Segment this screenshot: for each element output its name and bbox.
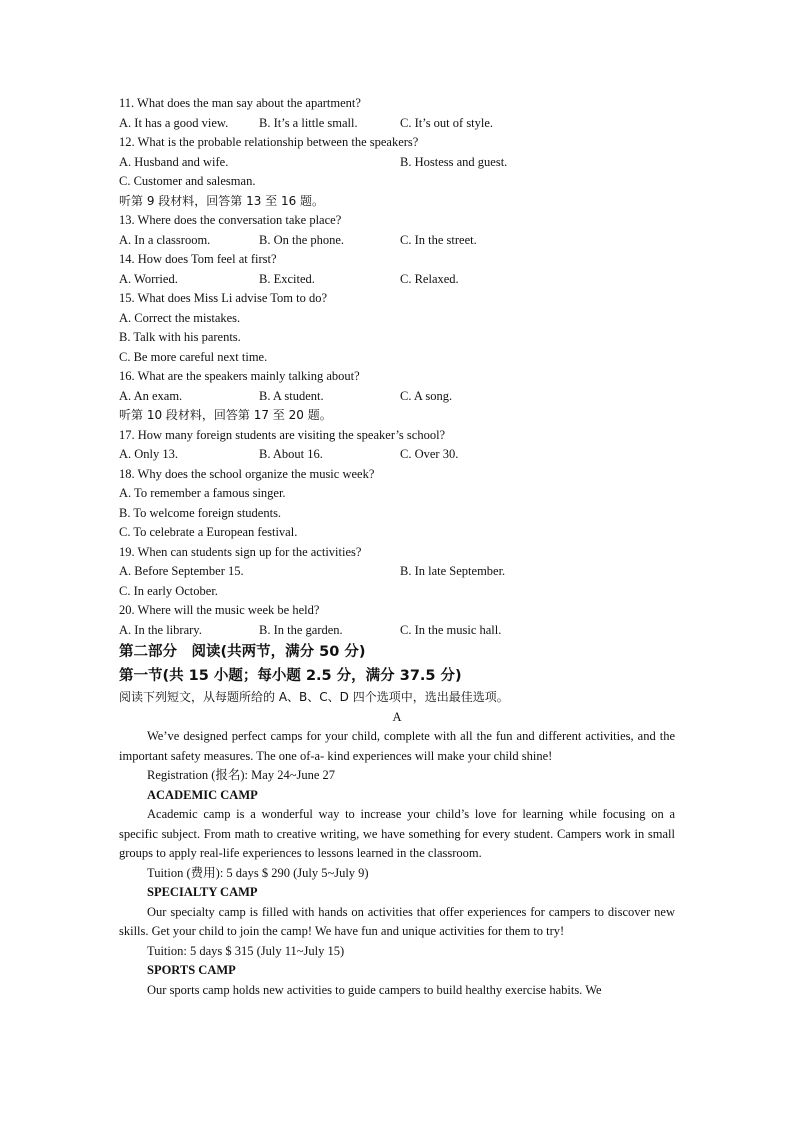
option-b: B. In the garden. [259, 622, 343, 637]
academic-tuition: Tuition (费用): 5 days $ 290 (July 5~July 9) [147, 865, 369, 880]
option-a: A. Husband and wife. [119, 154, 229, 169]
options-13 [119, 231, 675, 251]
reading-instruction: 阅读下列短文，从每题所给的 A、B、C、D 四个选项中，选出最佳选项。 [119, 690, 509, 704]
question-19: 19. When can students sign up for the activities? [119, 544, 362, 559]
registration-line: Registration (报名): May 24~June 27 [147, 768, 335, 782]
options-14 [119, 270, 675, 290]
document-page [119, 94, 675, 1000]
option-c: C. It’s out of style. [400, 115, 494, 130]
option-c: C. In the street. [400, 232, 477, 247]
options-17 [119, 445, 675, 465]
specialty-camp-text: Our specialty camp is filled with hands on activities that offer experiences for campers to discover new skills. Get your child to join the camp! We have fun and unique activities for them to try! [119, 904, 675, 938]
options-16 [119, 387, 675, 407]
option-b: B. To welcome foreign students. [119, 505, 282, 520]
option-a: A. Before September 15. [119, 564, 244, 578]
question-11: 11. What does the man say about the apartment? [119, 96, 361, 110]
passage-intro: We’ve designed perfect camps for your child, complete with all the fun and different activities, and the important safety measures. The one of-a- kind experiences will make your child shine! [119, 729, 675, 763]
academic-camp-text: Academic camp is a wonderful way to increase your child’s love for learning while focusing on a specific subject. From math to creative writing, we have something for every student. Campers work in small groups to apply real-life experiences to lessons learned in the classroom. [119, 807, 675, 860]
question-14: 14. How does Tom feel at first? [119, 252, 277, 266]
option-a: A. In a classroom. [119, 232, 211, 247]
section-10-instruction: 听第 10 段材料，回答第 17 至 20 题。 [119, 408, 332, 422]
part-two-title: 第二部分 阅读(共两节，满分 50 分) [119, 644, 366, 660]
specialty-tuition: Tuition: 5 days $ 315 (July 11~July 15) [147, 943, 345, 958]
option-c: C. Be more careful next time. [119, 349, 268, 364]
passage-label: A [392, 709, 402, 724]
option-a: A. To remember a famous singer. [119, 486, 286, 500]
question-18: 18. Why does the school organize the music week? [119, 466, 375, 481]
option-a: A. Worried. [119, 271, 178, 286]
option-b: B. On the phone. [259, 232, 345, 247]
sports-camp-heading: SPORTS CAMP [147, 963, 236, 977]
option-c: C. Over 30. [400, 447, 459, 461]
options-20 [119, 621, 675, 641]
option-a: A. An exam. [119, 388, 183, 403]
options-12 [119, 153, 675, 173]
option-c: C. In early October. [119, 583, 218, 598]
question-12: 12. What is the probable relationship between the speakers? [119, 135, 419, 149]
option-b: B. Hostess and guest. [400, 154, 508, 169]
option-a: A. In the library. [119, 622, 202, 637]
academic-camp-heading: ACADEMIC CAMP [147, 787, 258, 802]
section-one-title: 第一节(共 15 小题；每小题 2.5 分，满分 37.5 分) [119, 668, 462, 684]
section-9-instruction: 听第 9 段材料，回答第 13 至 16 题。 [119, 193, 325, 208]
option-c: C. A song. [400, 388, 453, 403]
question-15: 15. What does Miss Li advise Tom to do? [119, 291, 328, 305]
specialty-camp-heading: SPECIALTY CAMP [147, 885, 258, 899]
question-20: 20. Where will the music week be held? [119, 603, 320, 617]
option-c: C. To celebrate a European festival. [119, 525, 298, 539]
options-11 [119, 114, 675, 134]
option-b: B. It’s a little small. [259, 115, 358, 130]
option-c: C. Customer and salesman. [119, 174, 256, 188]
question-17: 17. How many foreign students are visiting the speaker’s school? [119, 427, 446, 442]
option-b: B. About 16. [259, 447, 323, 461]
option-a: A. Correct the mistakes. [119, 310, 241, 325]
option-a: A. Only 13. [119, 447, 179, 461]
sports-camp-text: Our sports camp holds new activities to guide campers to build healthy exercise habits. We [147, 982, 602, 997]
option-b: B. Excited. [259, 271, 315, 286]
option-b: B. A student. [259, 388, 324, 403]
option-c: C. Relaxed. [400, 271, 459, 286]
question-13: 13. Where does the conversation take place? [119, 213, 342, 227]
option-b: B. In late September. [400, 564, 506, 578]
option-c: C. In the music hall. [400, 622, 502, 637]
option-a: A. It has a good view. [119, 115, 229, 130]
options-19 [119, 562, 675, 582]
option-b: B. Talk with his parents. [119, 330, 241, 344]
question-16: 16. What are the speakers mainly talking about? [119, 369, 360, 383]
